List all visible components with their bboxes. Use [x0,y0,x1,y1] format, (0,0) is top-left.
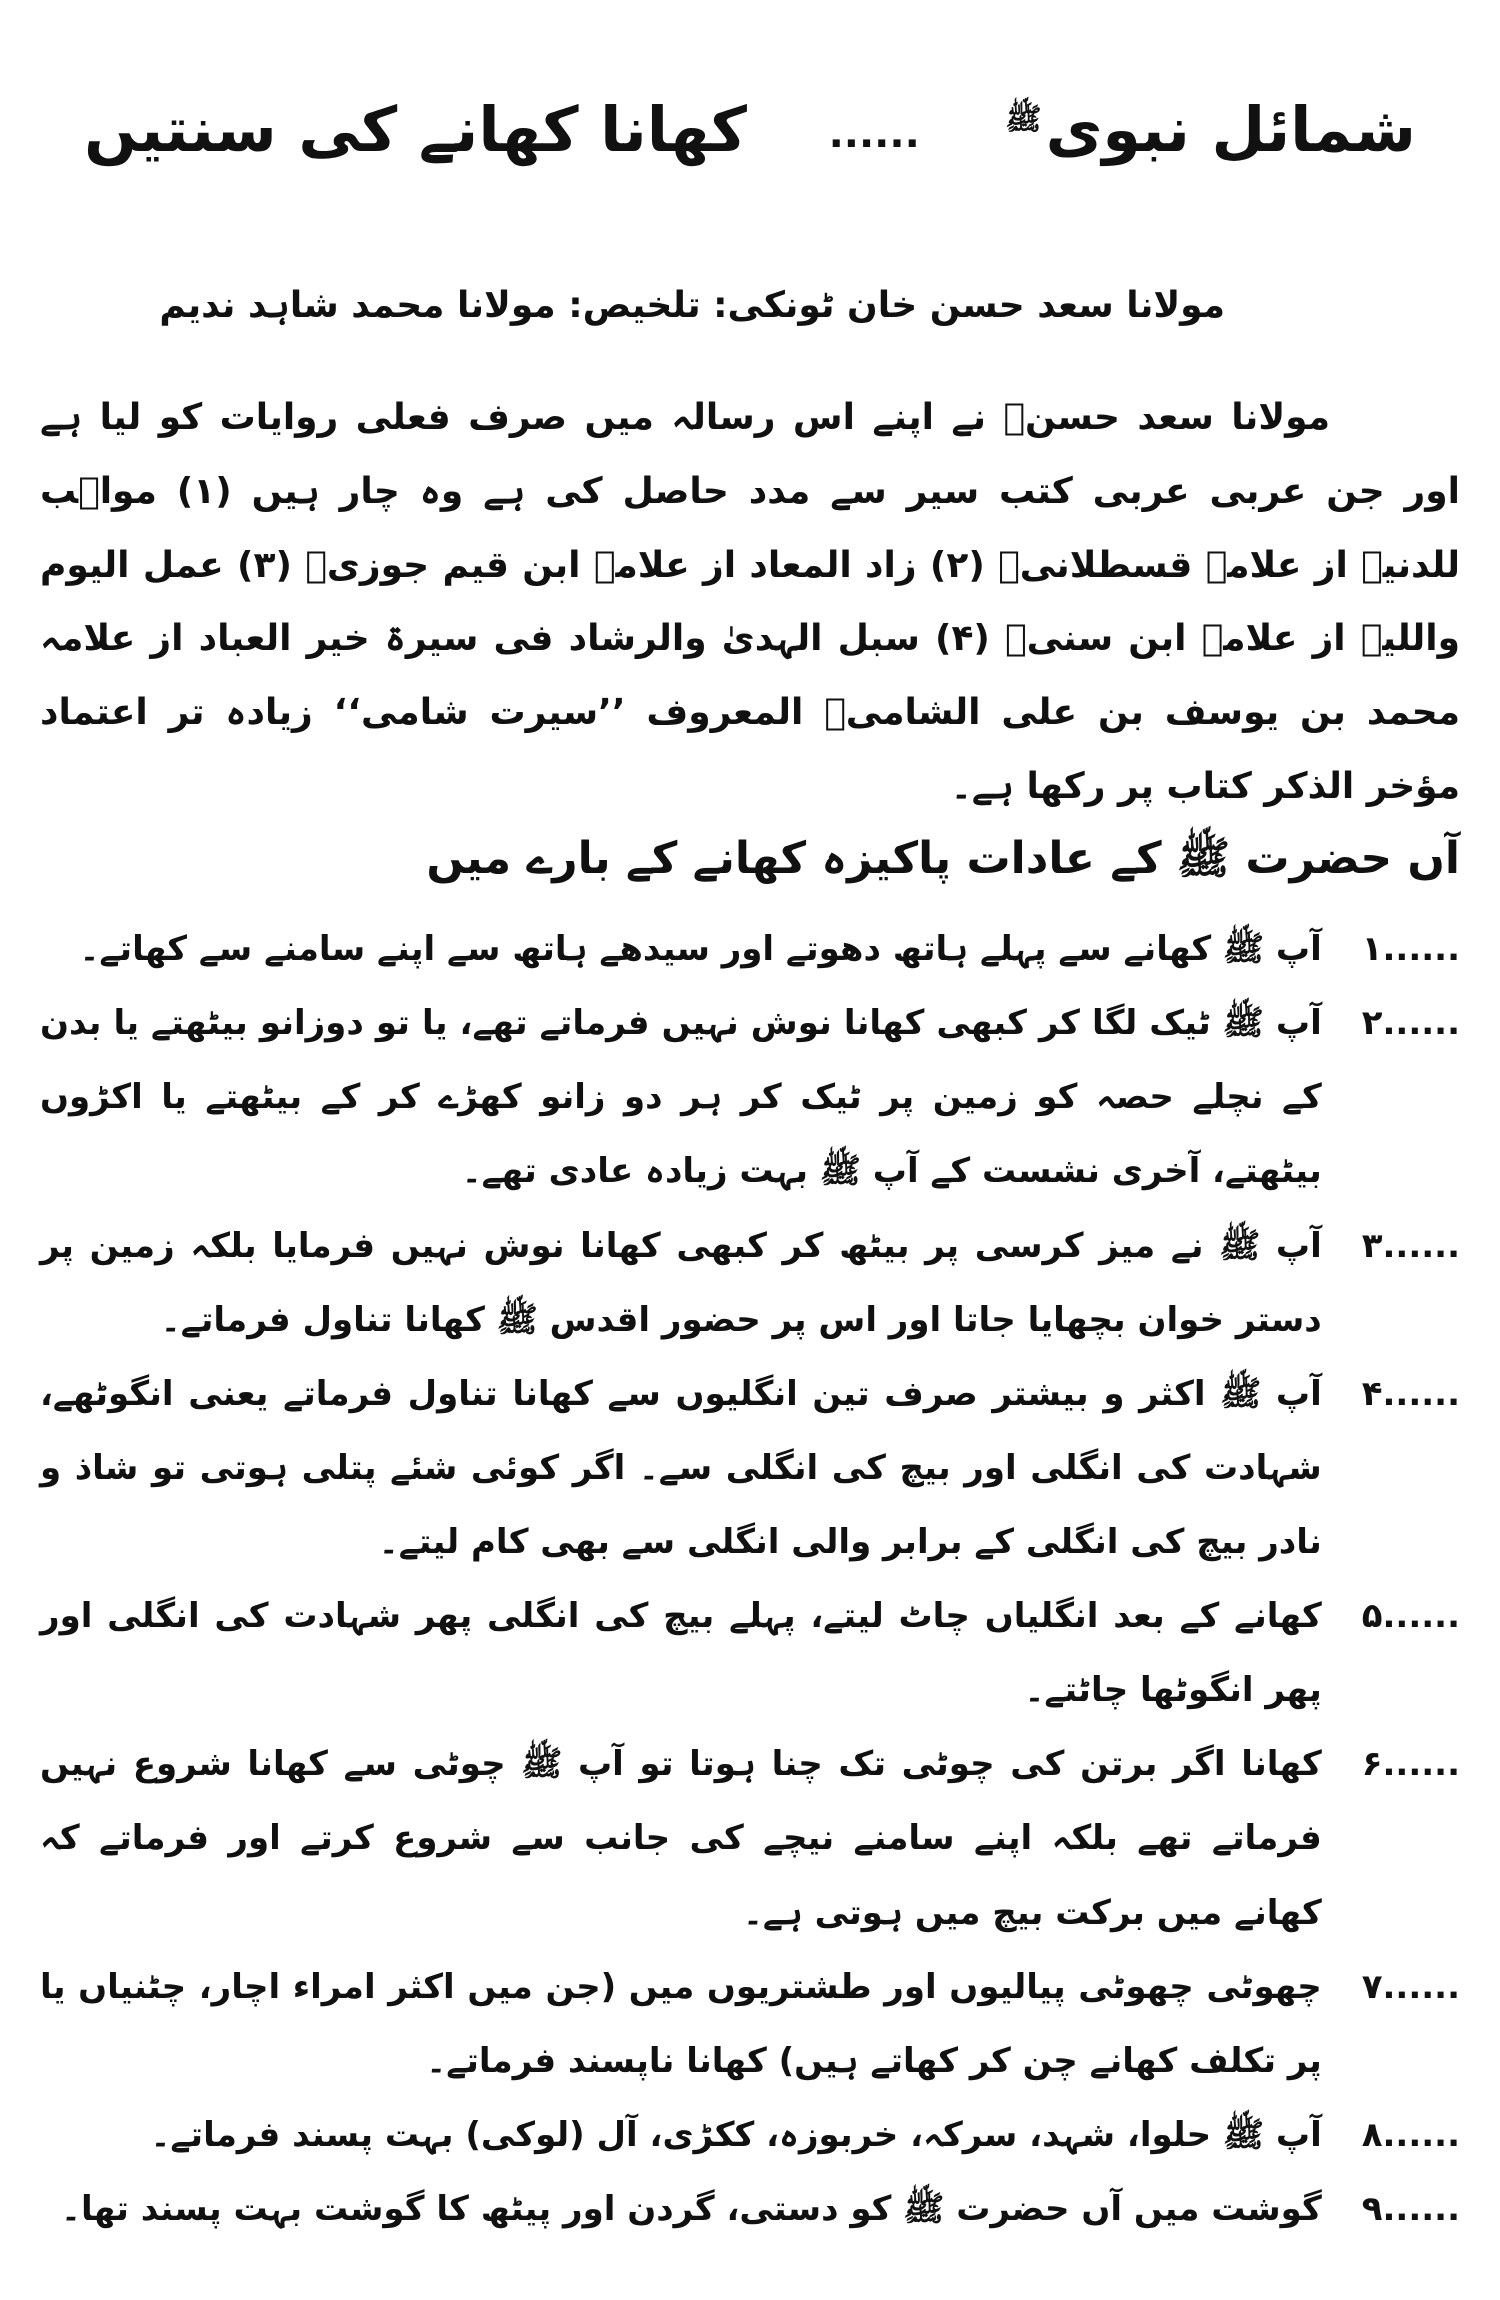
intro-paragraph [40,381,1460,824]
list-item [40,1727,1460,1949]
item-list [40,912,1460,2246]
item-number: ۸...... [1361,2114,1460,2155]
list-item [40,2172,1460,2246]
item-text: آپ ﷺ ٹیک لگا کر کبھی کھانا نوش نہیں فرماتے تھے، یا تو دوزانو بیٹھتے یا بدن کے نچلے حصہ کو زمین پر ٹیک کر ہر دو زانو کھڑے کر کے بیٹھتے یا اکڑوں بیٹھتے، آخری نشست کے آپ ﷺ بہت زیادہ عادی تھے۔ [40,1003,1322,1192]
author-line: مولانا سعد حسن خان ٹونکی: تلخیص: مولانا محمد شاہد ندیم [159,284,1225,326]
item-number: ۹...... [1361,2189,1460,2230]
intro-text: مولانا سعد حسنؒ نے اپنے اس رسالہ میں صرف فعلی روایات کو لیا ہے اور جن عربی عربی کتب سیر سے مدد حاصل کی ہے وہ چار ہیں (۱) مواہب للدنیہ از علامہ قسطلانیؒ (۲) زاد المعاد از علامہ ابن قیم جوزیؒ (۳) عمل الیوم واللیہ از علامہ ابن سنیؒ (۴) سبل الہدیٰ والرشاد فی سیرۃ خیر العباد از علامہ محمد بن یوسف بن علی الشامیؒ المعروف ’’سیرت شامی‘‘ زیادہ تر اعتماد مؤخر الذکر کتاب پر رکھا ہے۔ [40,396,1460,807]
item-number: ۶...... [1361,1744,1460,1785]
item-number: ۷...... [1361,1966,1460,2007]
item-text: آپ ﷺ حلوا، شہد، سرکہ، خربوزہ، ککڑی، آل (لوکی) بہت پسند فرماتے۔ [150,2114,1322,2155]
list-item [40,912,1460,986]
section-heading: آں حضرت ﷺ کے عادات پاکیزہ کھانے کے بارے میں [426,832,1460,884]
item-text: کھانا اگر برتن کی چوٹی تک چنا ہوتا تو آپ ﷺ چوٹی سے کھانا شروع نہیں فرماتے تھے بلکہ اپنے سامنے نیچے کی جانب سے شروع کرتے اور فرماتے کہ کھانے میں برکت بیچ میں ہوتی ہے۔ [40,1744,1322,1933]
item-number: ۵...... [1361,1596,1460,1637]
title-part-2: کھانا کھانے کی سنتیں [84,93,747,166]
page-title [40,90,1460,171]
item-text: چھوٹی چھوٹی پیالیوں اور طشتریوں میں (جن میں اکثر امراء اچار، چٹنیاں یا پر تکلف کھانے چن کر کھاتے ہیں) کھانا ناپسند فرماتے۔ [40,1966,1322,2081]
honorific-glyph: ﷺ [1005,102,1042,138]
item-text: کھانے کے بعد انگلیاں چاٹ لیتے، پہلے بیچ کی انگلی پھر شہادت کی انگلی اور پھر انگوٹھا چاٹتے۔ [40,1596,1322,1711]
list-item [40,1579,1460,1727]
list-item [40,1357,1460,1579]
list-item [40,1209,1460,1357]
item-number: ۱...... [1361,929,1460,970]
item-text: گوشت میں آں حضرت ﷺ کو دستی، گردن اور پیٹھ کا گوشت بہت پسند تھا۔ [61,2189,1322,2230]
item-number: ۳...... [1361,1225,1460,1266]
item-text: آپ ﷺ اکثر و بیشتر صرف تین انگلیوں سے کھانا تناول فرماتے یعنی انگوٹھے، شہادت کی انگلی اور بیچ کی انگلی سے۔ اگر کوئی شئے پتلی ہوتی تو شاذ و نادر بیچ کی انگلی کے برابر والی انگلی سے بھی کام لیتے۔ [40,1373,1322,1563]
list-item [40,986,1460,1208]
title-part-1: شمائل نبوی [1045,93,1416,166]
item-number: ۲...... [1361,1003,1460,1044]
list-item [40,2098,1460,2172]
item-text: آپ ﷺ کھانے سے پہلے ہاتھ دھوتے اور سیدھے ہاتھ سے اپنے سامنے سے کھاتے۔ [79,929,1322,970]
title-separator: ...... [828,110,920,157]
item-text: آپ ﷺ نے میز کرسی پر بیٹھ کر کبھی کھانا نوش نہیں فرمایا بلکہ زمین پر دستر خوان بچھایا جاتا اور اس پر حضور اقدس ﷺ کھانا تناول فرماتے۔ [40,1225,1322,1340]
list-item [40,1950,1460,2098]
item-number: ۴...... [1361,1373,1460,1414]
